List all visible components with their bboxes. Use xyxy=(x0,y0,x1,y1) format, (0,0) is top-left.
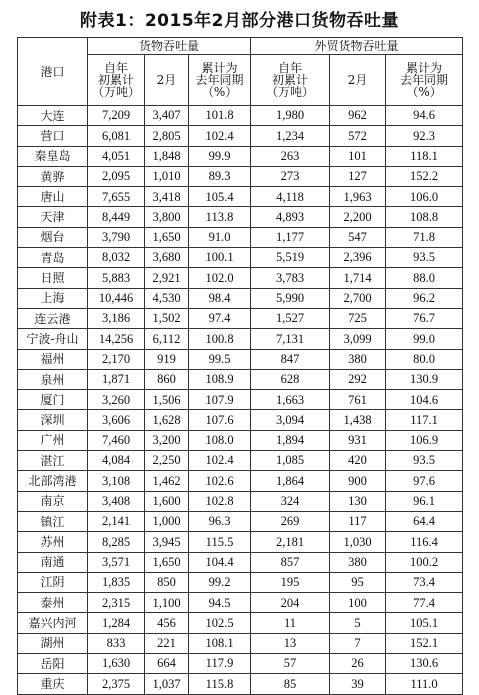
cell-total-yoy: 115.8 xyxy=(189,674,251,694)
cell-foreign-ytd: 273 xyxy=(251,166,330,186)
cell-foreign-ytd: 5,990 xyxy=(251,288,330,308)
cell-foreign-yoy: 108.8 xyxy=(386,207,463,227)
header-line: 累计为 xyxy=(406,61,443,75)
cell-foreign-feb: 130 xyxy=(330,491,386,511)
cell-total-yoy: 102.6 xyxy=(189,471,251,491)
cell-total-feb: 6,112 xyxy=(145,329,189,349)
header-foreign-yoy xyxy=(386,55,463,106)
cell-foreign-yoy: 116.4 xyxy=(386,532,463,552)
table-row xyxy=(18,390,463,410)
cell-foreign-yoy: 106.9 xyxy=(386,430,463,450)
cell-foreign-ytd: 3,094 xyxy=(251,410,330,430)
header-line: （%） xyxy=(201,85,238,99)
cell-total-yoy: 107.9 xyxy=(189,390,251,410)
table-row xyxy=(18,106,463,126)
cell-foreign-feb: 1,963 xyxy=(330,187,386,207)
cell-total-ytd: 7,655 xyxy=(88,187,145,207)
table-row xyxy=(18,471,463,491)
cell-total-yoy: 102.5 xyxy=(189,613,251,633)
cell-total-yoy: 91.0 xyxy=(189,227,251,247)
header-line: 初累计 xyxy=(97,73,134,87)
cell-foreign-ytd: 57 xyxy=(251,654,330,674)
cell-foreign-ytd: 5,519 xyxy=(251,248,330,268)
cell-total-ytd: 8,449 xyxy=(88,207,145,227)
table-row xyxy=(18,532,463,552)
cell-total-ytd: 2,095 xyxy=(88,166,145,186)
table-row xyxy=(18,227,463,247)
cell-port: 苏州 xyxy=(18,532,88,552)
table-body xyxy=(18,106,463,695)
cell-total-ytd: 3,571 xyxy=(88,552,145,572)
cell-total-feb: 1,600 xyxy=(145,491,189,511)
cell-foreign-ytd: 1,085 xyxy=(251,451,330,471)
header-line: 自年 xyxy=(278,61,303,75)
cell-foreign-feb: 101 xyxy=(330,146,386,166)
cell-total-feb: 1,037 xyxy=(145,674,189,694)
cell-total-yoy: 100.8 xyxy=(189,329,251,349)
cell-total-ytd: 1,835 xyxy=(88,572,145,592)
cell-foreign-ytd: 1,894 xyxy=(251,430,330,450)
header-total-ytd xyxy=(88,55,145,106)
header-foreign-feb: 2月 xyxy=(330,55,386,106)
cell-foreign-ytd: 1,177 xyxy=(251,227,330,247)
cell-foreign-feb: 1,438 xyxy=(330,410,386,430)
cell-port: 日照 xyxy=(18,268,88,288)
cell-total-ytd: 2,315 xyxy=(88,593,145,613)
cell-total-yoy: 104.4 xyxy=(189,552,251,572)
cell-foreign-feb: 380 xyxy=(330,552,386,572)
cell-total-feb: 4,530 xyxy=(145,288,189,308)
cell-foreign-ytd: 204 xyxy=(251,593,330,613)
cell-foreign-yoy: 71.8 xyxy=(386,227,463,247)
cell-foreign-yoy: 100.2 xyxy=(386,552,463,572)
cell-total-yoy: 96.3 xyxy=(189,511,251,531)
cell-port: 天津 xyxy=(18,207,88,227)
table-row xyxy=(18,207,463,227)
cell-total-feb: 1,502 xyxy=(145,308,189,328)
cell-port: 南通 xyxy=(18,552,88,572)
cell-port: 湖州 xyxy=(18,633,88,653)
cell-total-yoy: 94.5 xyxy=(189,593,251,613)
cell-total-yoy: 102.4 xyxy=(189,451,251,471)
cell-foreign-yoy: 152.1 xyxy=(386,633,463,653)
cell-foreign-ytd: 2,181 xyxy=(251,532,330,552)
cell-total-yoy: 101.8 xyxy=(189,106,251,126)
cell-foreign-feb: 900 xyxy=(330,471,386,491)
cell-foreign-feb: 380 xyxy=(330,349,386,369)
cell-port: 北部湾港 xyxy=(18,471,88,491)
cell-total-ytd: 8,032 xyxy=(88,248,145,268)
cell-port: 江阴 xyxy=(18,572,88,592)
cell-foreign-yoy: 93.5 xyxy=(386,248,463,268)
cell-foreign-ytd: 11 xyxy=(251,613,330,633)
port-throughput-table xyxy=(17,37,463,695)
cell-port: 营口 xyxy=(18,126,88,146)
cell-foreign-ytd: 1,234 xyxy=(251,126,330,146)
header-total-yoy xyxy=(189,55,251,106)
cell-port: 福州 xyxy=(18,349,88,369)
cell-total-ytd: 3,606 xyxy=(88,410,145,430)
table-row xyxy=(18,288,463,308)
cell-foreign-feb: 572 xyxy=(330,126,386,146)
cell-port: 嘉兴内河 xyxy=(18,613,88,633)
cell-total-ytd: 7,460 xyxy=(88,430,145,450)
cell-foreign-feb: 5 xyxy=(330,613,386,633)
cell-foreign-feb: 547 xyxy=(330,227,386,247)
cell-total-yoy: 99.2 xyxy=(189,572,251,592)
cell-total-yoy: 108.9 xyxy=(189,369,251,389)
cell-port: 厦门 xyxy=(18,390,88,410)
cell-foreign-ytd: 195 xyxy=(251,572,330,592)
cell-foreign-yoy: 77.4 xyxy=(386,593,463,613)
cell-total-ytd: 833 xyxy=(88,633,145,653)
cell-foreign-yoy: 111.0 xyxy=(386,674,463,694)
table-row xyxy=(18,126,463,146)
cell-total-ytd: 3,186 xyxy=(88,308,145,328)
cell-total-yoy: 102.0 xyxy=(189,268,251,288)
cell-foreign-feb: 100 xyxy=(330,593,386,613)
cell-total-feb: 3,680 xyxy=(145,248,189,268)
cell-foreign-ytd: 1,980 xyxy=(251,106,330,126)
cell-total-yoy: 100.1 xyxy=(189,248,251,268)
cell-total-feb: 1,650 xyxy=(145,227,189,247)
header-line: （万吨） xyxy=(91,85,140,99)
cell-foreign-yoy: 88.0 xyxy=(386,268,463,288)
table-row xyxy=(18,410,463,430)
header-line: （万吨） xyxy=(266,85,315,99)
cell-port: 青岛 xyxy=(18,248,88,268)
cell-foreign-feb: 3,099 xyxy=(330,329,386,349)
cell-total-feb: 850 xyxy=(145,572,189,592)
cell-total-ytd: 3,108 xyxy=(88,471,145,491)
cell-foreign-yoy: 118.1 xyxy=(386,146,463,166)
cell-total-ytd: 7,209 xyxy=(88,106,145,126)
cell-port: 唐山 xyxy=(18,187,88,207)
cell-port: 黄骅 xyxy=(18,166,88,186)
cell-port: 连云港 xyxy=(18,308,88,328)
cell-total-ytd: 3,790 xyxy=(88,227,145,247)
cell-total-yoy: 97.4 xyxy=(189,308,251,328)
cell-total-yoy: 102.8 xyxy=(189,491,251,511)
cell-foreign-feb: 420 xyxy=(330,451,386,471)
table-row xyxy=(18,511,463,531)
cell-port: 重庆 xyxy=(18,674,88,694)
cell-total-feb: 3,418 xyxy=(145,187,189,207)
cell-total-yoy: 108.0 xyxy=(189,430,251,450)
cell-foreign-feb: 962 xyxy=(330,106,386,126)
header-line: 自年 xyxy=(103,61,128,75)
cell-total-feb: 1,462 xyxy=(145,471,189,491)
cell-foreign-feb: 26 xyxy=(330,654,386,674)
cell-total-feb: 1,848 xyxy=(145,146,189,166)
cell-foreign-feb: 7 xyxy=(330,633,386,653)
cell-foreign-yoy: 105.1 xyxy=(386,613,463,633)
table-row xyxy=(18,187,463,207)
table-row xyxy=(18,329,463,349)
cell-total-yoy: 99.9 xyxy=(189,146,251,166)
cell-total-feb: 456 xyxy=(145,613,189,633)
cell-foreign-yoy: 80.0 xyxy=(386,349,463,369)
cell-foreign-ytd: 1,527 xyxy=(251,308,330,328)
cell-total-feb: 1,010 xyxy=(145,166,189,186)
cell-foreign-feb: 39 xyxy=(330,674,386,694)
cell-total-ytd: 3,408 xyxy=(88,491,145,511)
header-line: 去年同期 xyxy=(195,73,244,87)
cell-total-feb: 221 xyxy=(145,633,189,653)
cell-foreign-feb: 931 xyxy=(330,430,386,450)
cell-total-ytd: 1,630 xyxy=(88,654,145,674)
cell-total-ytd: 4,084 xyxy=(88,451,145,471)
table-row xyxy=(18,146,463,166)
cell-foreign-ytd: 4,118 xyxy=(251,187,330,207)
cell-foreign-yoy: 64.4 xyxy=(386,511,463,531)
cell-foreign-feb: 1,714 xyxy=(330,268,386,288)
cell-total-feb: 3,200 xyxy=(145,430,189,450)
cell-port: 上海 xyxy=(18,288,88,308)
cell-foreign-ytd: 1,663 xyxy=(251,390,330,410)
header-port: 港口 xyxy=(18,38,88,106)
cell-foreign-ytd: 628 xyxy=(251,369,330,389)
cell-port: 岳阳 xyxy=(18,654,88,674)
cell-total-yoy: 89.3 xyxy=(189,166,251,186)
cell-port: 泉州 xyxy=(18,369,88,389)
cell-total-feb: 1,628 xyxy=(145,410,189,430)
cell-total-ytd: 6,081 xyxy=(88,126,145,146)
cell-foreign-ytd: 263 xyxy=(251,146,330,166)
cell-foreign-feb: 95 xyxy=(330,572,386,592)
table-row xyxy=(18,633,463,653)
cell-foreign-yoy: 96.1 xyxy=(386,491,463,511)
table-header xyxy=(18,38,463,106)
cell-total-feb: 1,650 xyxy=(145,552,189,572)
cell-total-ytd: 2,141 xyxy=(88,511,145,531)
cell-foreign-ytd: 1,864 xyxy=(251,471,330,491)
header-line: 累计为 xyxy=(201,61,238,75)
cell-foreign-ytd: 13 xyxy=(251,633,330,653)
cell-foreign-feb: 117 xyxy=(330,511,386,531)
cell-foreign-yoy: 96.2 xyxy=(386,288,463,308)
cell-total-feb: 1,100 xyxy=(145,593,189,613)
table-row xyxy=(18,654,463,674)
table-row xyxy=(18,166,463,186)
table-row xyxy=(18,430,463,450)
cell-foreign-feb: 1,030 xyxy=(330,532,386,552)
cell-port: 深圳 xyxy=(18,410,88,430)
table-row xyxy=(18,349,463,369)
table-row xyxy=(18,613,463,633)
cell-total-yoy: 107.6 xyxy=(189,410,251,430)
header-group-foreign: 外贸货物吞吐量 xyxy=(251,38,463,55)
cell-foreign-feb: 2,700 xyxy=(330,288,386,308)
cell-total-feb: 2,250 xyxy=(145,451,189,471)
cell-foreign-ytd: 85 xyxy=(251,674,330,694)
table-row xyxy=(18,268,463,288)
cell-total-yoy: 108.1 xyxy=(189,633,251,653)
cell-total-feb: 3,800 xyxy=(145,207,189,227)
cell-total-ytd: 1,284 xyxy=(88,613,145,633)
cell-foreign-yoy: 73.4 xyxy=(386,572,463,592)
cell-total-ytd: 4,051 xyxy=(88,146,145,166)
cell-port: 宁波-舟山 xyxy=(18,329,88,349)
table-title: 附表1：2015年2月部分港口货物吞吐量 xyxy=(80,11,399,31)
table-row xyxy=(18,451,463,471)
header-group-total: 货物吞吐量 xyxy=(88,38,251,55)
cell-total-feb: 664 xyxy=(145,654,189,674)
cell-foreign-ytd: 7,131 xyxy=(251,329,330,349)
cell-foreign-ytd: 4,893 xyxy=(251,207,330,227)
table-row xyxy=(18,674,463,694)
cell-foreign-yoy: 152.2 xyxy=(386,166,463,186)
cell-port: 广州 xyxy=(18,430,88,450)
header-foreign-ytd xyxy=(251,55,330,106)
cell-foreign-yoy: 94.6 xyxy=(386,106,463,126)
header-line: （%） xyxy=(406,85,442,99)
cell-foreign-ytd: 3,783 xyxy=(251,268,330,288)
cell-foreign-yoy: 92.3 xyxy=(386,126,463,146)
cell-total-ytd: 3,260 xyxy=(88,390,145,410)
cell-foreign-feb: 127 xyxy=(330,166,386,186)
cell-total-yoy: 102.4 xyxy=(189,126,251,146)
table-row xyxy=(18,552,463,572)
cell-total-feb: 1,506 xyxy=(145,390,189,410)
cell-foreign-yoy: 117.1 xyxy=(386,410,463,430)
cell-total-ytd: 8,285 xyxy=(88,532,145,552)
cell-total-feb: 919 xyxy=(145,349,189,369)
cell-foreign-feb: 761 xyxy=(330,390,386,410)
cell-total-feb: 3,407 xyxy=(145,106,189,126)
header-line: 初累计 xyxy=(272,73,309,87)
table-row xyxy=(18,491,463,511)
cell-total-ytd: 1,871 xyxy=(88,369,145,389)
cell-foreign-yoy: 130.6 xyxy=(386,654,463,674)
cell-total-yoy: 115.5 xyxy=(189,532,251,552)
cell-total-ytd: 10,446 xyxy=(88,288,145,308)
cell-port: 湛江 xyxy=(18,451,88,471)
cell-total-feb: 1,000 xyxy=(145,511,189,531)
cell-foreign-ytd: 847 xyxy=(251,349,330,369)
table-row xyxy=(18,593,463,613)
header-total-feb: 2月 xyxy=(145,55,189,106)
cell-foreign-ytd: 269 xyxy=(251,511,330,531)
cell-total-ytd: 2,375 xyxy=(88,674,145,694)
table-row xyxy=(18,369,463,389)
cell-total-yoy: 99.5 xyxy=(189,349,251,369)
cell-foreign-feb: 292 xyxy=(330,369,386,389)
cell-total-ytd: 14,256 xyxy=(88,329,145,349)
table-row xyxy=(18,308,463,328)
cell-foreign-yoy: 106.0 xyxy=(386,187,463,207)
cell-port: 南京 xyxy=(18,491,88,511)
cell-port: 镇江 xyxy=(18,511,88,531)
cell-total-yoy: 98.4 xyxy=(189,288,251,308)
cell-foreign-yoy: 97.6 xyxy=(386,471,463,491)
table-row xyxy=(18,248,463,268)
cell-port: 秦皇岛 xyxy=(18,146,88,166)
cell-total-yoy: 113.8 xyxy=(189,207,251,227)
cell-foreign-ytd: 857 xyxy=(251,552,330,572)
cell-total-ytd: 5,883 xyxy=(88,268,145,288)
cell-port: 泰州 xyxy=(18,593,88,613)
cell-port: 大连 xyxy=(18,106,88,126)
cell-foreign-yoy: 130.9 xyxy=(386,369,463,389)
cell-foreign-feb: 2,200 xyxy=(330,207,386,227)
cell-total-feb: 2,805 xyxy=(145,126,189,146)
cell-foreign-yoy: 93.5 xyxy=(386,451,463,471)
cell-foreign-ytd: 324 xyxy=(251,491,330,511)
cell-total-feb: 2,921 xyxy=(145,268,189,288)
cell-foreign-yoy: 104.6 xyxy=(386,390,463,410)
cell-total-yoy: 117.9 xyxy=(189,654,251,674)
cell-foreign-yoy: 76.7 xyxy=(386,308,463,328)
cell-foreign-feb: 725 xyxy=(330,308,386,328)
table-row xyxy=(18,572,463,592)
cell-total-feb: 3,945 xyxy=(145,532,189,552)
cell-total-ytd: 2,170 xyxy=(88,349,145,369)
cell-foreign-yoy: 99.0 xyxy=(386,329,463,349)
cell-port: 烟台 xyxy=(18,227,88,247)
cell-total-yoy: 105.4 xyxy=(189,187,251,207)
cell-foreign-feb: 2,396 xyxy=(330,248,386,268)
cell-total-feb: 860 xyxy=(145,369,189,389)
header-line: 去年同期 xyxy=(400,73,449,87)
